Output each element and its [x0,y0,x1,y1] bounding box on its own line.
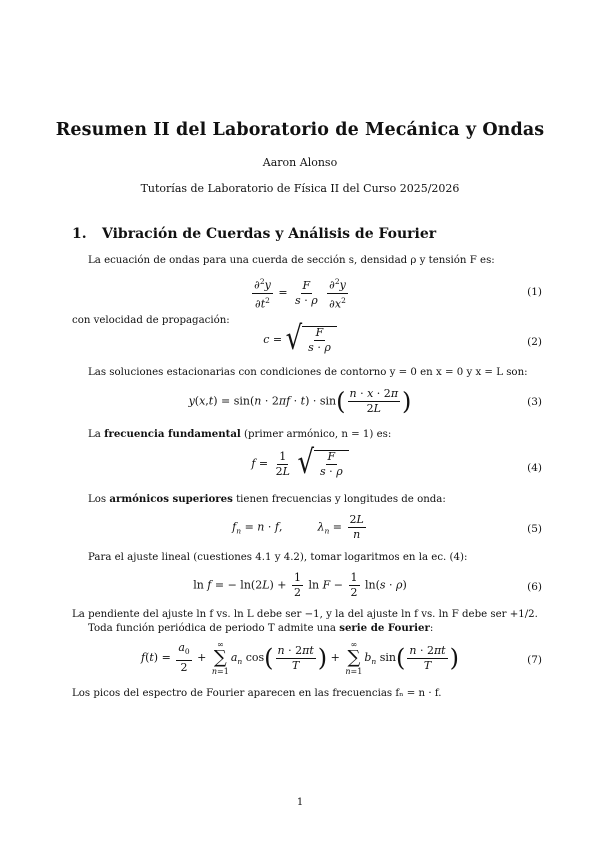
equation-number: (5) [527,523,542,535]
paragraph [88,622,433,635]
equation-number: (3) [527,396,542,408]
bold-term: armónicos superiores [109,493,233,505]
equation-number: (1) [527,286,542,298]
equation-number: (6) [527,581,542,593]
affiliation: Tutorías de Laboratorio de Física II del Curso 2025/2026 [140,182,460,195]
paragraph: Para el ajuste lineal (cuestiones 4.1 y 4.2), tomar logaritmos en la ec. (4): [88,552,468,563]
bold-term: frecuencia fundamental [104,428,241,440]
text: Los [88,494,110,505]
text: (primer armónico, n = 1) es: [240,429,392,440]
page-number: 1 [296,797,304,808]
section-heading [72,226,436,242]
text: : [429,623,434,634]
equation-number: (2) [527,336,542,348]
equation-number: (7) [527,654,542,666]
text: tienen frecuencias y longitudes de onda: [232,494,446,505]
page-title: Resumen II del Laboratorio de Mecánica y Ondas [55,120,545,140]
paragraph [88,493,446,506]
equation-number: (4) [527,462,542,474]
author: Aaron Alonso [262,156,338,169]
bold-term: serie de Fourier [339,622,430,634]
section-title: Vibración de Cuerdas y Análisis de Fourier [102,226,437,242]
paragraph: Las soluciones estacionarias con condiciones de contorno y = 0 en x = 0 y x = L son: [88,367,528,378]
paragraph [88,428,391,441]
text: Toda función periódica de periodo T admite una [88,623,340,634]
section-number: 1. [72,226,87,242]
paragraph: Los picos del espectro de Fourier aparecen en las frecuencias fₙ = n · f. [72,688,442,699]
text: La [88,429,105,440]
paragraph: La ecuación de ondas para una cuerda de sección s, densidad ρ y tensión F es: [88,255,495,266]
paragraph: La pendiente del ajuste ln f vs. ln L debe ser −1, y la del ajuste ln f vs. ln F debe ser +1/2. [72,609,538,620]
page: Resumen II del Laboratorio de Mecánica y Ondas Aaron Alonso Tutorías de Laboratorio de Física II del Curso 2025/2026 1. Vibración de Cuerdas y Análisis de Fourier La ecuación de ondas para una cuerda de sección s, densidad ρ y tensión F es: $\frac{\partial^2y}{\partial t^2}$ = $\frac{F}{s \cdot \rho}$ $\frac{\partial^2y}{\partial x^2}$ (1) con velocidad de propagación: c = √ F s · ρ (2) Las soluciones estacionarias con condiciones de contorno y = 0 en x = 0 y x = L son: y(x,t) = sin(n · 2πf · t) · sin( $\frac{n \cdot x \cdot 2\pi}{2L}$ ) (3) La frecuencia fundamental (primer armónico, n = 1) es: f = $\frac{1}{2L}$ √ F s · ρ (4) Los armónicos superiores tienen frecuencias y longitudes de onda: $f_n = n \cdot f$, $\lambda_n$ = $\frac{2L}{n}$ (5) Para el ajuste lineal (cuestiones 4.1 y 4.2), tomar logaritmos en la ec. (4): ln f = − ln(2L) + $\frac{1}{2}$ ln F − $\frac{1}{2}$ ln(s · ρ) (6) La pendiente del ajuste ln f vs. ln L debe ser −1, y la del ajuste ln f vs. ln F debe ser +1/2. Toda función periódica de periodo T admite una serie de Fourier: f(t) = $\frac{a_0}{2}$ + ∞ ∑ n=1 $a_n$ cos( $\frac{n \cdot 2\pi t}{T}$ ) + ∞ ∑ n=1 $b_n$ sin( $\frac{n \cdot 2\pi t}{T}$ ) (7) Los picos del espectro de Fourier aparecen en las frecuencias fₙ = n · f. 1 [0,0,600,848]
paragraph: con velocidad de propagación: [72,315,230,326]
